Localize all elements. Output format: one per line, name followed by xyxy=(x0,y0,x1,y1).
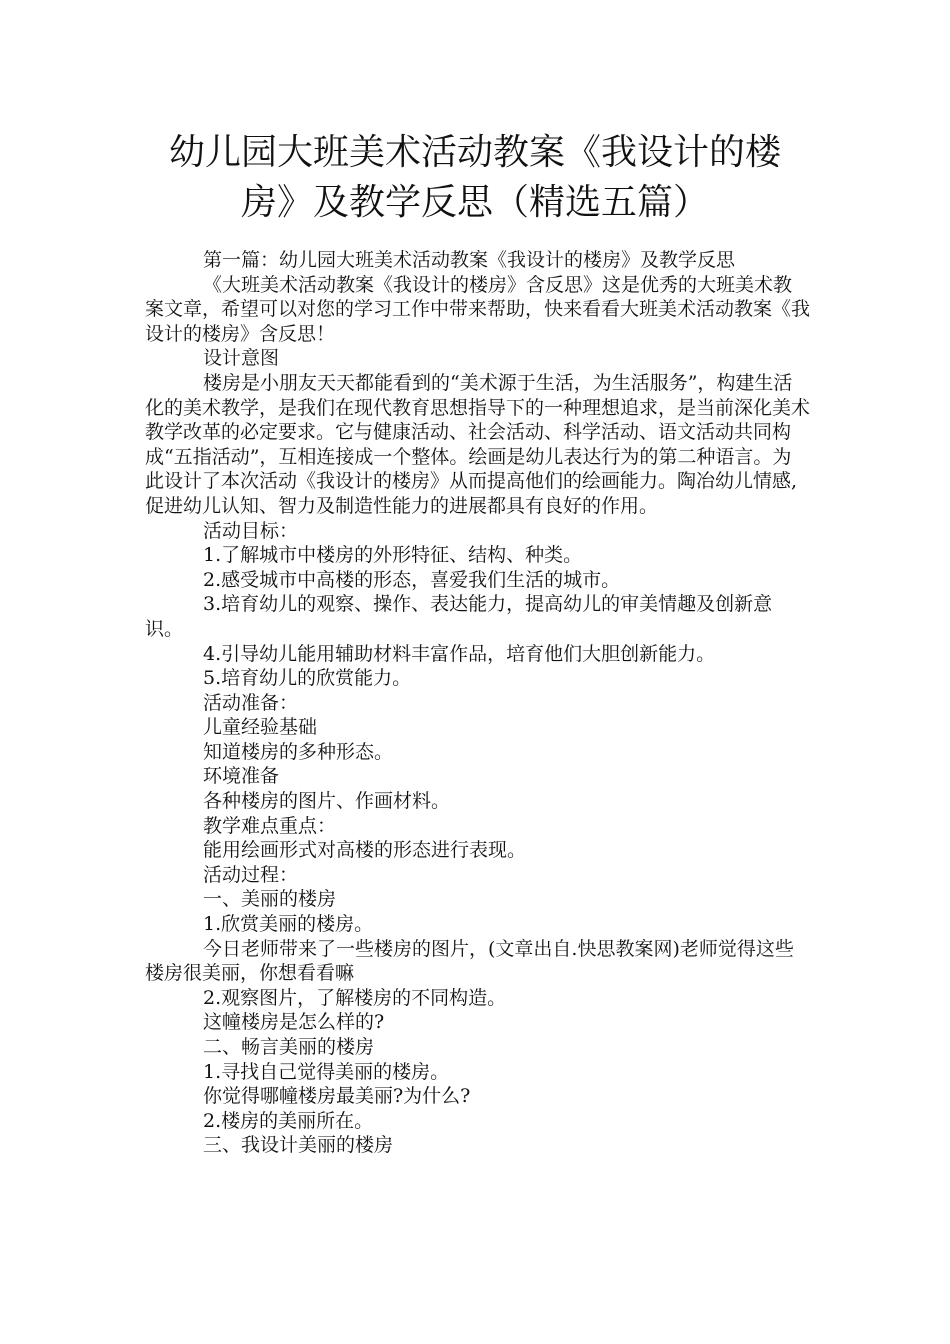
section-heading-first: 第一篇：幼儿园大班美术活动教案《我设计的楼房》及教学反思 xyxy=(203,249,736,271)
key-points-text: 能用绘画形式对高楼的形态进行表现。 xyxy=(203,839,527,862)
process-step-2-2: 2.楼房的美丽所在。 xyxy=(203,1109,374,1132)
design-intent-paragraph: 楼房是小朋友天天都能看到的“美术源于生活，为生活服务”，构建生活化的美术教学，是我们在现代教育思想指导下的一种理想追求，是当前深化美术教学改革的必定要求。它与健康活动、社会活动、科学活动、语文活动共同构成“五指活动”，互相连接成一个整体。绘画是幼儿表达行为的第二种语言。为此设计了本次活动《我设计的楼房》从而提高他们的绘画能力。陶冶幼儿情感,促进幼儿认知、智力及制造性能力的进展都具有良好的作用。 xyxy=(145,371,811,517)
process-section-2: 二、畅言美丽的楼房 xyxy=(203,1036,375,1058)
heading-key-points: 教学难点重点： xyxy=(203,814,337,837)
prep-environment-text: 各种楼房的图片、作画材料。 xyxy=(203,790,451,813)
document-title xyxy=(130,128,820,228)
goal-item-5: 5.培育幼儿的欣赏能力。 xyxy=(203,667,412,690)
goal-item-2: 2.感受城市中高楼的形态，喜爱我们生活的城市。 xyxy=(203,568,621,591)
goal-item-4: 4.引导幼儿能用辅助材料丰富作品，培育他们大胆创新能力。 xyxy=(203,642,716,665)
prep-environment-heading: 环境准备 xyxy=(203,765,280,788)
title-line-2: 房》及教学反思（精选五篇） xyxy=(240,182,709,223)
heading-activity-goals: 活动目标： xyxy=(203,519,299,542)
prep-experience-heading: 儿童经验基础 xyxy=(203,716,318,739)
process-text-1-2: 这幢楼房是怎么样的? xyxy=(203,1011,385,1034)
goal-item-1: 1.了解城市中楼房的外形特征、结构、种类。 xyxy=(203,544,583,567)
process-text-2-1: 你觉得哪幢楼房最美丽?为什么? xyxy=(203,1085,471,1108)
document-body xyxy=(145,248,810,1158)
process-step-2-1: 1.寻找自己觉得美丽的楼房。 xyxy=(203,1060,450,1083)
process-step-1-1: 1.欣赏美丽的楼房。 xyxy=(203,913,374,936)
intro-paragraph: 《大班美术活动教案《我设计的楼房》含反思》这是优秀的大班美术教案文章，希望可以对您的学习工作中带来帮助，快来看看大班美术活动教案《我设计的楼房》含反思！ xyxy=(145,273,811,345)
process-step-1-2: 2.观察图片，了解楼房的不同构造。 xyxy=(203,986,507,1009)
heading-activity-prep: 活动准备： xyxy=(203,691,299,714)
prep-experience-text: 知道楼房的多种形态。 xyxy=(203,740,394,763)
heading-design-intent: 设计意图 xyxy=(203,347,280,370)
process-section-3: 三、我设计美丽的楼房 xyxy=(203,1134,394,1157)
process-text-1-1: 今日老师带来了一些楼房的图片，(文章出自.快思教案网)老师觉得这些楼房很美丽，你想看看嘛 xyxy=(145,937,794,985)
title-line-1: 幼儿园大班美术活动教案《我设计的楼 xyxy=(168,132,781,173)
heading-activity-process: 活动过程： xyxy=(203,863,299,886)
process-section-1: 一、美丽的楼房 xyxy=(203,888,337,911)
goal-item-3: 3.培育幼儿的观察、操作、表达能力，提高幼儿的审美情趣及创新意识。 xyxy=(145,593,773,640)
